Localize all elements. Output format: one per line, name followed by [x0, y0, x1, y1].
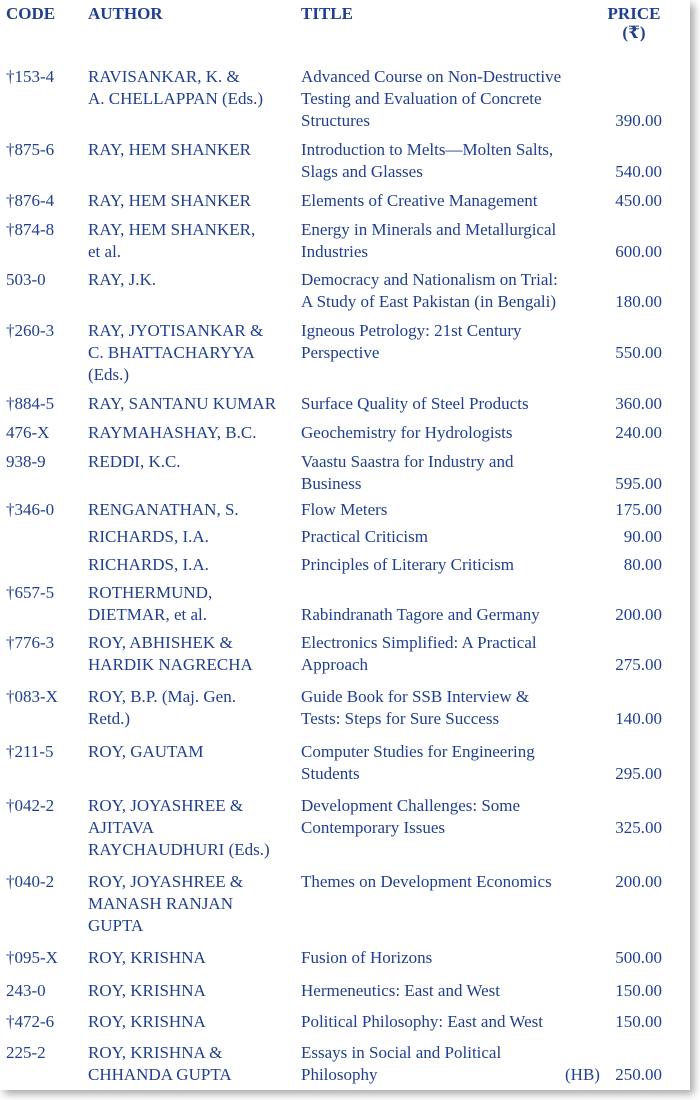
row-author [88, 526, 293, 548]
row-title [301, 526, 591, 548]
title-line: Structures [301, 111, 370, 130]
row-price: 180.00 [615, 292, 662, 311]
row-author [88, 582, 293, 626]
author-line: RAYCHAUDHURI (Eds.) [88, 840, 270, 859]
title-line: Vaastu Saastra for Industry and [301, 452, 514, 471]
row-code: †040-2 [6, 872, 55, 891]
author-line: ROY, KRISHNA [88, 948, 206, 967]
title-line: Igneous Petrology: 21st Century [301, 321, 522, 340]
row-code: 243-0 [6, 981, 46, 1000]
row-author [88, 980, 293, 1002]
table-row [0, 582, 690, 632]
row-author [88, 393, 293, 415]
row-price: 90.00 [623, 527, 662, 546]
row-title [301, 499, 591, 521]
row-title [301, 871, 591, 893]
author-line: RICHARDS, I.A. [88, 555, 209, 574]
row-code: †083-X [6, 687, 58, 706]
row-code: †875-6 [6, 140, 55, 159]
title-line: Philosophy [301, 1065, 378, 1084]
author-line: et al. [88, 242, 122, 261]
row-code: †153-4 [6, 67, 55, 86]
author-line: RAY, HEM SHANKER [88, 140, 251, 159]
header-price-currency: (₹) [622, 23, 646, 42]
author-line: REDDI, K.C. [88, 452, 181, 471]
table-row [0, 320, 690, 393]
row-price: 360.00 [615, 394, 662, 413]
author-line: ROY, KRISHNA [88, 981, 206, 1000]
row-price: 80.00 [623, 555, 662, 574]
row-code: †042-2 [6, 796, 55, 815]
table-row [0, 554, 690, 582]
title-line: Business [301, 474, 362, 493]
title-line: Flow Meters [301, 500, 388, 519]
row-code: †657-5 [6, 583, 55, 602]
row-code: 476-X [6, 423, 50, 442]
author-line: ROY, KRISHNA & [88, 1043, 223, 1062]
title-line: Practical Criticism [301, 527, 428, 546]
row-code: 938-9 [6, 452, 46, 471]
table-header [0, 4, 690, 50]
row-author [88, 1011, 293, 1033]
row-author [88, 139, 293, 161]
author-line: RAY, SANTANU KUMAR [88, 394, 277, 413]
row-title [301, 393, 591, 415]
row-price: 390.00 [615, 111, 662, 130]
table-row [0, 393, 690, 422]
row-title [301, 980, 591, 1002]
author-line: HARDIK NAGRECHA [88, 655, 253, 674]
row-title [301, 686, 591, 730]
title-line: Guide Book for SSB Interview & [301, 687, 530, 706]
author-line: GUPTA [88, 916, 144, 935]
title-line: Introduction to Melts—Molten Salts, [301, 140, 554, 159]
table-row [0, 632, 690, 686]
author-line: C. BHATTACHARYYA [88, 343, 255, 362]
row-price: 325.00 [615, 818, 662, 837]
row-price: 200.00 [615, 605, 662, 624]
author-line: CHHANDA GUPTA [88, 1065, 232, 1084]
row-author [88, 219, 293, 263]
table-row [0, 219, 690, 269]
row-price: 295.00 [615, 764, 662, 783]
title-line: Computer Studies for Engineering [301, 742, 535, 761]
table-row [0, 686, 690, 741]
row-title [301, 451, 591, 495]
title-line: Political Philosophy: East and West [301, 1012, 543, 1031]
author-line: (Eds.) [88, 365, 130, 384]
author-line: ROY, JOYASHREE & [88, 796, 244, 815]
row-price: 275.00 [615, 655, 662, 674]
row-price: 595.00 [615, 474, 662, 493]
row-price: 200.00 [615, 872, 662, 891]
row-author [88, 686, 293, 730]
author-line: RAVISANKAR, K. & [88, 67, 240, 86]
author-line: ROY, JOYASHREE & [88, 872, 244, 891]
title-line: Development Challenges: Some [301, 796, 521, 815]
table-row [0, 499, 690, 526]
title-line: Essays in Social and Political [301, 1043, 502, 1062]
row-price: 140.00 [615, 709, 662, 728]
table-row [0, 795, 690, 871]
table-row [0, 66, 690, 139]
author-line: Retd.) [88, 709, 131, 728]
author-line: RENGANATHAN, S. [88, 500, 239, 519]
title-line: Advanced Course on Non-Destructive [301, 67, 562, 86]
author-line: RAY, HEM SHANKER, [88, 220, 256, 239]
table-row [0, 451, 690, 499]
row-author [88, 499, 293, 521]
row-code: †260-3 [6, 321, 55, 340]
row-author [88, 320, 293, 386]
row-title [301, 1042, 591, 1086]
title-line: Surface Quality of Steel Products [301, 394, 529, 413]
row-code: 225-2 [6, 1043, 46, 1062]
row-code: †095-X [6, 948, 58, 967]
author-line: RAY, HEM SHANKER [88, 191, 251, 210]
catalog-table [0, 66, 690, 1096]
author-line: ROTHERMUND, [88, 583, 213, 602]
row-code: †874-8 [6, 220, 55, 239]
row-title [301, 582, 591, 626]
author-line: AJITAVA [88, 818, 155, 837]
author-line: DIETMAR, et al. [88, 605, 207, 624]
row-title [301, 632, 591, 676]
row-title [301, 741, 591, 785]
title-line: Rabindranath Tagore and Germany [301, 605, 540, 624]
table-row [0, 269, 690, 320]
row-price: 540.00 [615, 162, 662, 181]
title-line: Themes on Development Economics [301, 872, 552, 891]
title-line: Geochemistry for Hydrologists [301, 423, 513, 442]
row-title [301, 422, 591, 444]
row-price: 150.00 [615, 1012, 662, 1031]
header-code: CODE [6, 4, 56, 23]
title-line: Students [301, 764, 360, 783]
row-author [88, 66, 293, 110]
title-line: Slags and Glasses [301, 162, 423, 181]
title-line: Industries [301, 242, 369, 261]
row-code: †776-3 [6, 633, 55, 652]
row-price: 240.00 [615, 423, 662, 442]
row-title [301, 554, 591, 576]
author-line: RAYMAHASHAY, B.C. [88, 423, 257, 442]
header-price [606, 4, 662, 42]
author-line: ROY, ABHISHEK & [88, 633, 233, 652]
title-line: Hermeneutics: East and West [301, 981, 500, 1000]
author-line: RAY, J.K. [88, 270, 157, 289]
table-row [0, 526, 690, 554]
row-price: 150.00 [615, 981, 662, 1000]
title-line: Democracy and Nationalism on Trial: [301, 270, 558, 289]
table-row [0, 422, 690, 451]
row-title [301, 139, 591, 183]
title-line: A Study of East Pakistan (in Bengali) [301, 292, 556, 311]
row-title [301, 1011, 591, 1033]
row-author [88, 422, 293, 444]
row-title [301, 795, 591, 839]
table-row [0, 1011, 690, 1042]
row-author [88, 1042, 293, 1086]
title-line: Fusion of Horizons [301, 948, 433, 967]
title-line: Contemporary Issues [301, 818, 446, 837]
table-row [0, 980, 690, 1011]
row-code: †211-5 [6, 742, 54, 761]
row-code: 503-0 [6, 270, 46, 289]
row-author [88, 554, 293, 576]
header-author: AUTHOR [88, 4, 163, 23]
row-price: 450.00 [615, 191, 662, 210]
row-author [88, 871, 293, 937]
row-code: †346-0 [6, 500, 55, 519]
author-line: ROY, KRISHNA [88, 1012, 206, 1031]
table-row [0, 947, 690, 980]
row-title [301, 219, 591, 263]
title-line: Energy in Minerals and Metallurgical [301, 220, 557, 239]
row-title [301, 947, 591, 969]
title-line: Electronics Simplified: A Practical [301, 633, 537, 652]
table-row [0, 741, 690, 795]
row-code: †884-5 [6, 394, 55, 413]
row-title [301, 320, 591, 364]
row-code: †472-6 [6, 1012, 55, 1031]
row-author [88, 741, 293, 763]
row-author [88, 269, 293, 291]
row-author [88, 947, 293, 969]
row-author [88, 451, 293, 473]
author-line: A. CHELLAPPAN (Eds.) [88, 89, 264, 108]
table-row [0, 871, 690, 947]
row-title [301, 269, 591, 313]
title-line: Testing and Evaluation of Concrete [301, 89, 542, 108]
row-author [88, 632, 293, 676]
row-author [88, 795, 293, 861]
title-line: Tests: Steps for Sure Success [301, 709, 500, 728]
row-author [88, 190, 293, 212]
row-price: 500.00 [615, 948, 662, 967]
row-price: 550.00 [615, 343, 662, 362]
author-line: RAY, JYOTISANKAR & [88, 321, 264, 340]
title-line: Principles of Literary Criticism [301, 555, 514, 574]
title-line: Perspective [301, 343, 380, 362]
table-row [0, 139, 690, 190]
row-price: 175.00 [615, 500, 662, 519]
header-title: TITLE [301, 4, 353, 23]
table-row [0, 1042, 690, 1096]
author-line: ROY, GAUTAM [88, 742, 204, 761]
row-code: †876-4 [6, 191, 55, 210]
row-binding-note: (HB) [565, 1065, 600, 1084]
row-price: 600.00 [615, 242, 662, 261]
title-line: Approach [301, 655, 369, 674]
row-title [301, 190, 591, 212]
row-title [301, 66, 591, 132]
author-line: MANASH RANJAN [88, 894, 233, 913]
table-row [0, 190, 690, 219]
title-line [301, 582, 591, 604]
header-price-label: PRICE [607, 4, 661, 23]
author-line: RICHARDS, I.A. [88, 527, 209, 546]
row-price: 250.00 [615, 1065, 662, 1084]
title-line: Elements of Creative Management [301, 191, 538, 210]
author-line: ROY, B.P. (Maj. Gen. [88, 687, 236, 706]
